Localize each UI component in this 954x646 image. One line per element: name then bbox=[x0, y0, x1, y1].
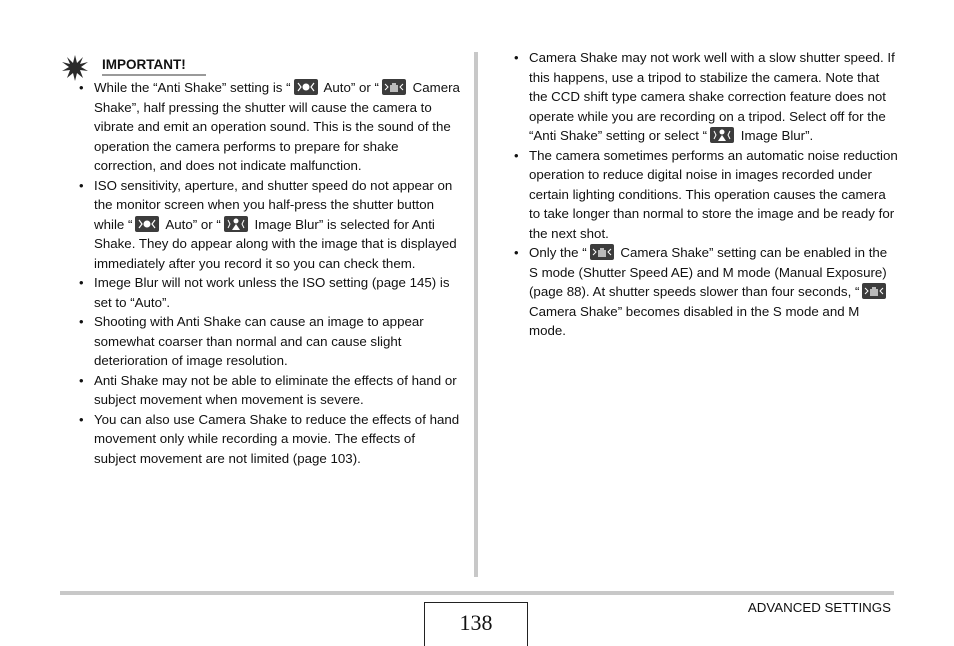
page-number: 138 bbox=[459, 610, 493, 635]
text: Camera Shake” setting can be enabled in the S mode (Shutter Speed AE) and M mode (Manual Exposure) (page 88). At shutter speeds slower than four seconds, “ bbox=[529, 245, 888, 299]
list-item bbox=[513, 48, 898, 146]
list-item bbox=[60, 78, 460, 176]
text: Camera Shake” becomes disabled in the S mode and M mode. bbox=[529, 303, 860, 338]
text: Camera Shake may not work well with a slow shutter speed. If this happens, use a tripod to stabilize the camera. Note that the CCD shift type camera shake correction feature does not operate while you are recording on a tripod. Select off for the “Anti Shake” setting or select “ bbox=[529, 50, 895, 143]
text: Camera Shake”, half pressing the shutter will cause the camera to vibrate and emit an operation sound. This is the sound of the operation the camera performs to prepare for shake correction, and does not indicate malfunction. bbox=[94, 80, 460, 173]
text: Only the “ bbox=[529, 245, 587, 260]
list-item: • Imege Blur will not work unless the ISO setting (page 145) is set to “Auto”. bbox=[60, 273, 460, 312]
column-divider bbox=[474, 52, 478, 577]
image-blur-icon bbox=[710, 127, 734, 143]
text: Image Blur”. bbox=[737, 128, 814, 143]
list-item bbox=[60, 176, 460, 274]
anti-shake-auto-icon bbox=[294, 79, 318, 95]
list-item: • The camera sometimes performs an automatic noise reduction operation to reduce digital noise in images recorded under certain lighting conditions. This operation causes the camera to take longer than normal to store the image and be ready for the next shot. bbox=[513, 146, 898, 244]
image-blur-icon bbox=[224, 216, 248, 232]
text: Image Blur” is selected for Anti Shake. They do appear along with the image that is displayed immediately after you record it so you can check them. bbox=[94, 216, 457, 271]
important-heading bbox=[62, 55, 207, 79]
camera-shake-icon bbox=[382, 79, 406, 95]
section-title: ADVANCED SETTINGS bbox=[747, 600, 891, 615]
text: While the “Anti Shake” setting is “ bbox=[94, 80, 291, 95]
anti-shake-auto-icon bbox=[135, 216, 159, 232]
important-label: IMPORTANT! bbox=[102, 57, 186, 72]
right-bullet-list bbox=[513, 48, 898, 341]
camera-shake-icon bbox=[862, 283, 886, 299]
text: Auto” or “ bbox=[162, 216, 221, 232]
list-item: • You can also use Camera Shake to reduce the effects of hand movement only while recording a movie. The effects of subject movement are not limited (page 103). bbox=[60, 410, 460, 469]
camera-shake-icon bbox=[590, 244, 614, 260]
text: Auto” or “ bbox=[320, 80, 379, 95]
footer-divider bbox=[60, 591, 894, 595]
page-number-box bbox=[424, 602, 528, 646]
list-item: • Anti Shake may not be able to eliminate the effects of hand or subject movement when movement is severe. bbox=[60, 371, 460, 410]
list-item: • Shooting with Anti Shake can cause an image to appear somewhat coarser than normal and can cause slight deterioration of image resolution. bbox=[60, 312, 460, 371]
text: ISO sensitivity, aperture, and shutter speed do not appear on the monitor screen when you half-press the shutter button while “ bbox=[94, 177, 453, 232]
list-item bbox=[513, 243, 898, 341]
left-bullet-list bbox=[60, 78, 460, 468]
important-underline bbox=[102, 74, 206, 76]
